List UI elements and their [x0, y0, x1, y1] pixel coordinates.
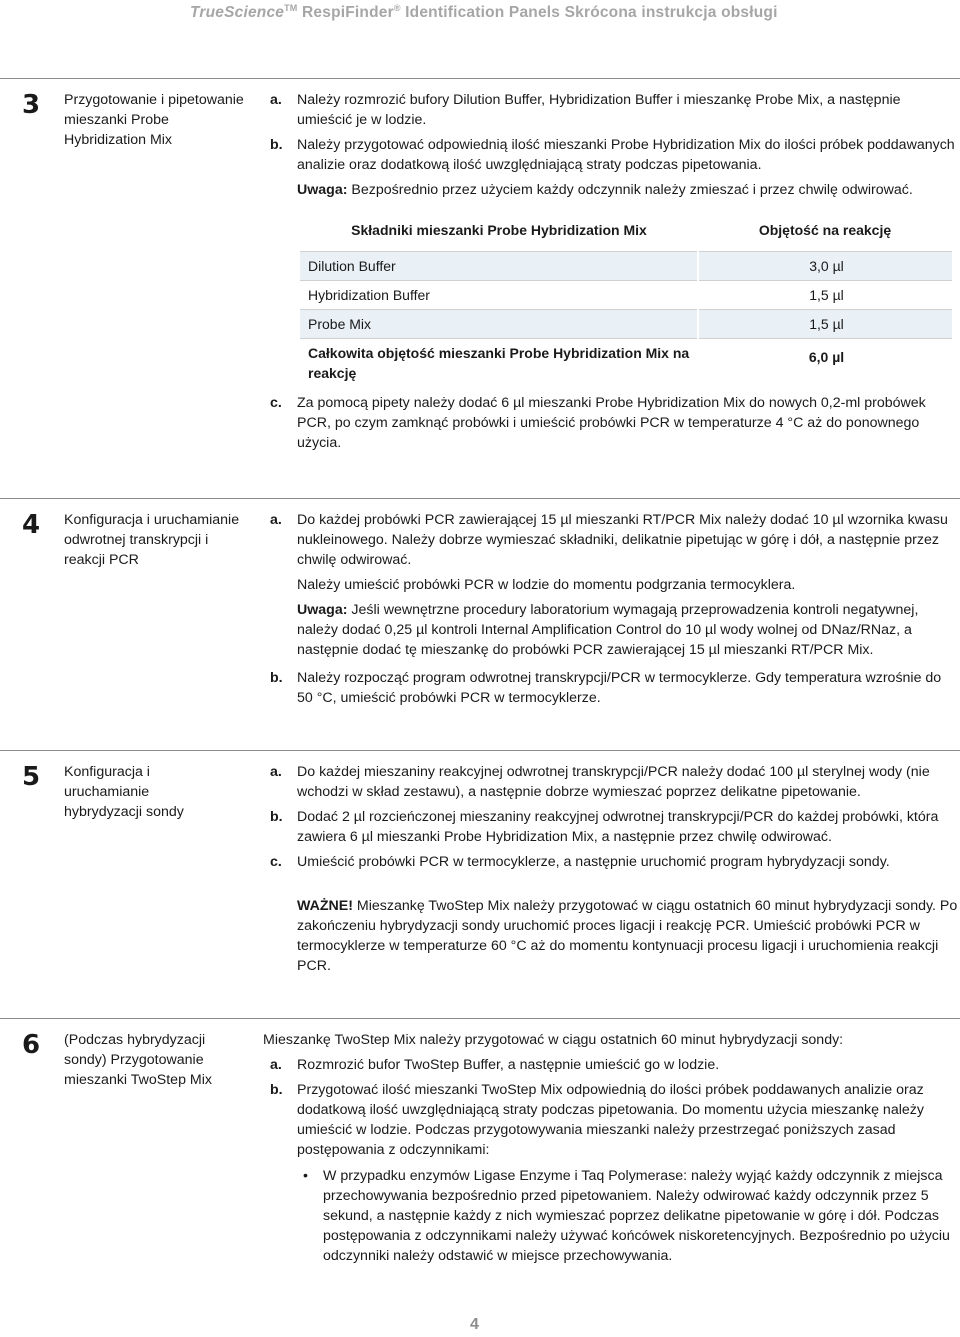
step-title: (Podczas hybrydyzacji sondy) Przygotowanie mieszanki TwoStep Mix [64, 1032, 212, 1088]
step-item-b [270, 668, 958, 708]
note [297, 180, 958, 200]
table-row [300, 252, 952, 281]
step-item-c [270, 393, 958, 453]
component-volume: 1,5 µl [698, 310, 952, 339]
brand-name: TrueScience [190, 4, 285, 22]
column-header-volume: Objętość na reakcję [698, 214, 952, 252]
component-name: Probe Mix [300, 310, 698, 339]
step-item-a [270, 510, 958, 660]
item-text: Do każdej probówki PCR zawierającej 15 µl mieszanki RT/PCR Mix należy dodać 10 µl wzornika kwasu nukleinowego. Należy dobrze wymieszać składniki, delikatnie pipetując w górę i dół, a następnie przez chwilę odwirować. [297, 512, 948, 568]
component-volume: 3,0 µl [698, 252, 952, 281]
note-label: Uwaga: [297, 182, 348, 198]
note-label: Uwaga: [297, 602, 348, 618]
header-subtitle: Identification Panels Skrócona instrukcja obsługi [405, 4, 778, 22]
step-number: 4 [22, 510, 41, 540]
total-name: Całkowita objętość mieszanki Probe Hybridization Mix na reakcję [308, 345, 690, 381]
step-title: Konfiguracja i uruchamianie hybrydyzacji sondy [64, 764, 184, 820]
step-divider [0, 750, 960, 751]
trademark-symbol: TM [284, 3, 298, 13]
step-title: Przygotowanie i pipetowanie mieszanki Probe Hybridization Mix [64, 92, 244, 148]
step-item-a [270, 762, 958, 802]
item-letter: a. [270, 764, 282, 780]
item-letter: a. [270, 1057, 282, 1073]
table-row [300, 310, 952, 339]
step-body [263, 1030, 958, 1271]
step-body [270, 762, 958, 976]
item-text: Dodać 2 µl rozcieńczonej mieszaniny reakcyjnej odwrotnej transkrypcji/PCR do każdej probówki, która zawiera 6 µl mieszanki Probe Hybridization Mix, a następnie przez chwilę odwirować. [297, 809, 939, 845]
step-item-b [270, 807, 958, 847]
bullet-item [297, 1166, 958, 1266]
important-note [270, 896, 958, 976]
registered-symbol: ® [393, 3, 401, 13]
step-divider [0, 498, 960, 499]
item-letter: b. [270, 1082, 283, 1098]
step-divider [0, 78, 960, 79]
important-text: Mieszankę TwoStep Mix należy przygotować w ciągu ostatnich 60 minut hybrydyzacji sondy. Po zakończeniu hybrydyzacji sondy uruchomić proces ligacji i reakcję PCR. Umieścić probówki PCR w termocyklerze w temperaturze 60 °C aż do momentu kontynuacji procesu ligacji i uruchomienia reakcji PCR. [297, 898, 958, 974]
step-intro: Mieszankę TwoStep Mix należy przygotować w ciągu ostatnich 60 minut hybrydyzacji sondy: [263, 1032, 844, 1048]
component-name: Dilution Buffer [300, 252, 698, 281]
product-name: RespiFinder [302, 4, 394, 22]
component-name: Hybridization Buffer [300, 281, 698, 310]
item-text: Za pomocą pipety należy dodać 6 µl mieszanki Probe Hybridization Mix do nowych 0,2-ml probówek PCR, po czym zamknąć probówki i umieścić probówki PCR w temperaturze 4 °C aż do ponownego użycia. [297, 395, 926, 451]
note-text: Bezpośrednio przez użyciem każdy odczynnik należy zmieszać i przez chwilę odwirować. [347, 182, 913, 198]
step-item-b [270, 135, 958, 200]
item-text: Rozmrozić bufor TwoStep Buffer, a następnie umieścić go w lodzie. [297, 1057, 720, 1073]
step-item-b [270, 1080, 958, 1266]
table-row [300, 281, 952, 310]
item-letter: a. [270, 512, 282, 528]
bullet-text: W przypadku enzymów Ligase Enzyme i Taq Polymerase: należy wyjąć każdy odczynnik z miejsca przechowywania bezpośrednio przed pipetowaniem. Należy odwirować każdy odczynnik przez 5 sekund, a następnie każdy z nich wymieszać poprzez delikatne pipetowanie w górę i dół. Podczas postępowania z odczynnikami należy używać końcówek niskoretencyjnych. Bezpośrednio po użyciu odczynniki należy odstawić w miejsce przechowywania. [323, 1168, 950, 1264]
item-paragraph: Należy umieścić probówki PCR w lodzie do momentu podgrzania termocyklera. [297, 577, 796, 593]
bullet-dot: • [303, 1168, 308, 1184]
note-text: Jeśli wewnętrzne procedury laboratorium wymagają przeprowadzenia kontroli negatywnej, należy dodać 0,25 µl kontroli Internal Amplification Control do 10 µl wody wolnej od DNaz/RNaz, a następnie dodać tę mieszankę do probówki PCR zawierającej 15 µl mieszanki RT/PCR Mix. [297, 602, 919, 658]
item-text: Przygotować ilość mieszanki TwoStep Mix odpowiednią do ilości próbek poddawanych analizie oraz dodatkową ilość uwzględniającą straty podczas pipetowania. Do momentu użycia mieszankę należy umieścić w lodzie. Podczas przygotowywania mieszanki należy przestrzegać poniższych zasad postępowania z odczynnikami: [297, 1082, 924, 1158]
column-header-component: Składniki mieszanki Probe Hybridization Mix [300, 214, 698, 252]
step-body [270, 510, 958, 713]
item-text: Do każdej mieszaniny reakcyjnej odwrotnej transkrypcji/PCR należy dodać 100 µl sterylnej wody (nie wchodzi w skład zestawu), a następnie dobrze wymieszać poprzez delikatne pipetowanie. [297, 764, 930, 800]
step-number: 6 [22, 1030, 41, 1060]
step-divider [0, 1018, 960, 1019]
note [297, 600, 958, 660]
page-header [190, 3, 960, 27]
step-number: 5 [22, 762, 41, 792]
step-title: Konfiguracja i uruchamianie odwrotnej transkrypcji i reakcji PCR [64, 512, 240, 568]
total-volume: 6,0 µl [698, 339, 952, 388]
item-letter: b. [270, 809, 283, 825]
item-letter: c. [270, 854, 282, 870]
item-letter: b. [270, 670, 283, 686]
step-item-a [270, 90, 958, 130]
step-body [270, 90, 958, 458]
item-letter: b. [270, 137, 283, 153]
item-letter: c. [270, 395, 282, 411]
important-label: WAŻNE! [297, 898, 353, 914]
item-letter: a. [270, 92, 282, 108]
page-number: 4 [470, 1316, 479, 1333]
item-text: Umieścić probówki PCR w termocyklerze, a następnie uruchomić program hybrydyzacji sondy. [297, 854, 890, 870]
item-text: Należy rozmrozić bufory Dilution Buffer, Hybridization Buffer i mieszankę Probe Mix, a następnie umieścić je w lodzie. [297, 92, 901, 128]
table-total-row [300, 339, 952, 388]
step-item-c [270, 852, 958, 872]
mix-components-table [300, 214, 952, 387]
step-item-a [270, 1055, 958, 1075]
table-header-row [300, 214, 952, 252]
item-text: Należy rozpocząć program odwrotnej transkrypcji/PCR w termocyklerze. Gdy temperatura wzrośnie do 50 °C, umieścić probówki PCR w termocyklerze. [297, 670, 942, 706]
component-volume: 1,5 µl [698, 281, 952, 310]
item-text: Należy przygotować odpowiednią ilość mieszanki Probe Hybridization Mix do ilości próbek poddawanych analizie oraz dodatkową ilość uwzględniającą straty podczas pipetowania. [297, 137, 955, 173]
step-number: 3 [22, 90, 41, 120]
